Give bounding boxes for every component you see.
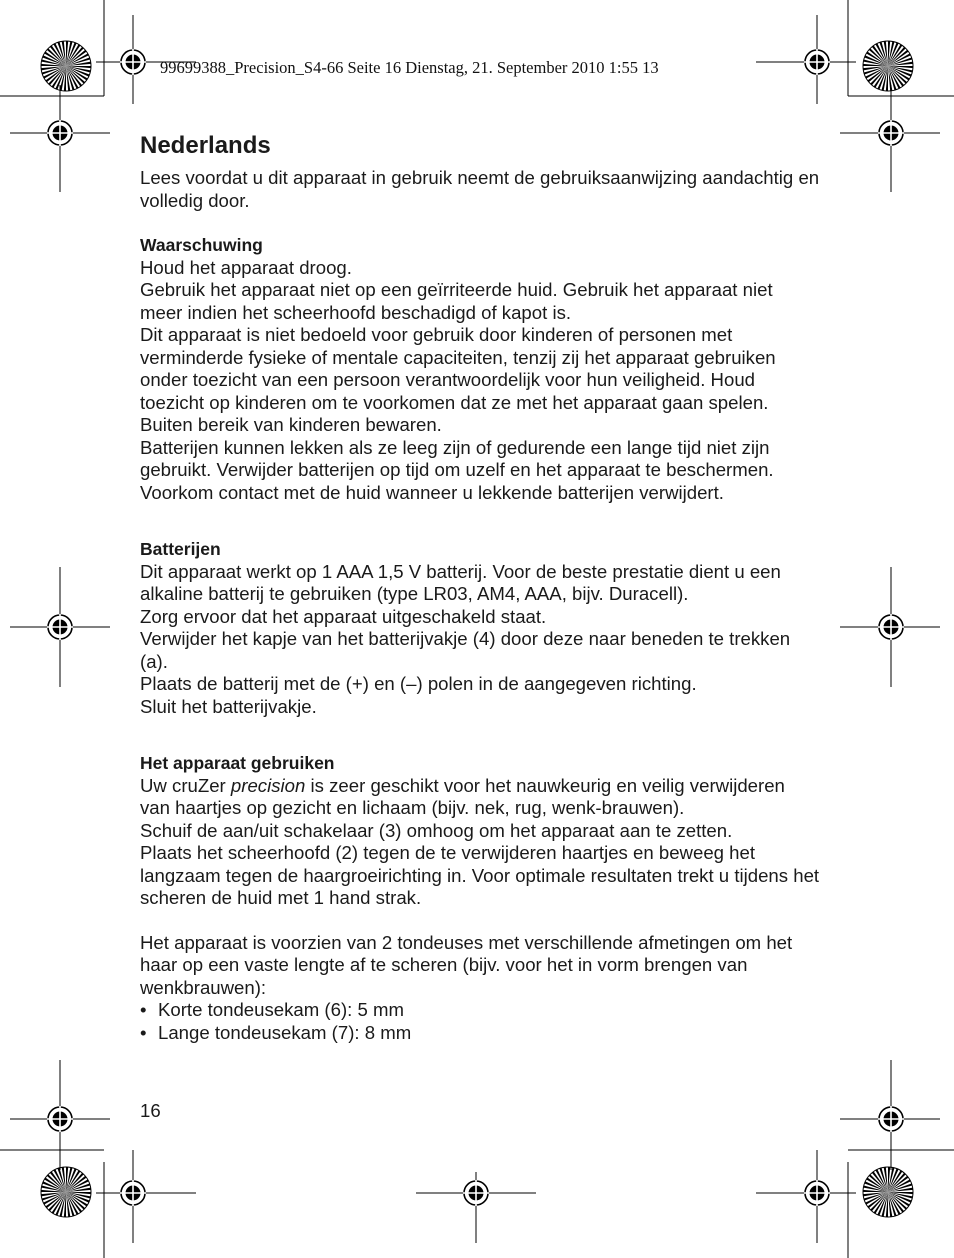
warning-paragraph: Houd het apparaat droog. <box>140 256 352 278</box>
list-item <box>140 999 820 1022</box>
intro-text: Lees voordat u dit apparaat in gebruik neemt de gebruiksaanwijzing aandachtig en volledig door. <box>140 167 820 211</box>
usage-text: is zeer geschikt voor het nauwkeurig en veilig verwijderen van haartjes op gezicht en lichaam (bijv. nek, rug, wenk-brauwen). <box>140 774 785 818</box>
list-item-text: Lange tondeusekam (7): 8 mm <box>158 1021 412 1043</box>
batteries-paragraph: Zorg ervoor dat het apparaat uitgeschakeld staat. <box>140 605 547 627</box>
page-number: 16 <box>140 1100 161 1121</box>
starburst-mark <box>41 41 91 91</box>
batteries-paragraph: Sluit het batterijvakje. <box>140 695 317 717</box>
product-name-italic: precision <box>230 774 306 796</box>
batteries-paragraph: Dit apparaat werkt op 1 AAA 1,5 V batterij. Voor de beste prestatie dient u een alkaline batterij te gebruiken (type LR03, AM4, AAA, bijv. Duracell). <box>140 560 781 604</box>
usage-section <box>140 752 820 1044</box>
print-header: 99699388_Precision_S4-66 Seite 16 Dienstag, 21. September 2010 1:55 13 <box>160 58 659 77</box>
warning-heading: Waarschuwing <box>140 235 263 255</box>
trimmers-intro: Het apparaat is voorzien van 2 tondeuses met verschillende afmetingen om het haar op een vaste lengte af te scheren (bijv. voor het in vorm brengen van wenkbrauwen): <box>140 931 793 998</box>
list-item-text: Korte tondeusekam (6): 5 mm <box>158 999 404 1020</box>
batteries-paragraph: Verwijder het kapje van het batterijvakje (4) door deze naar beneden te trekken (a). <box>140 628 791 672</box>
warning-section <box>140 234 820 504</box>
document-body <box>140 131 820 1044</box>
usage-heading: Het apparaat gebruiken <box>140 753 335 773</box>
batteries-paragraph: Plaats de batterij met de (+) en (–) polen in de aangegeven richting. <box>140 673 697 694</box>
page-title: Nederlands <box>140 132 271 159</box>
list-item <box>140 1022 820 1045</box>
batteries-heading: Batterijen <box>140 539 221 559</box>
warning-paragraph: Batterijen kunnen lekken als ze leeg zijn of gedurende een lange tijd niet zijn gebruikt. Verwijder batterijen op tijd om uzelf en het apparaat te beschermen. Voorkom contact met de huid wanneer u lekkende batterijen verwijdert. <box>140 436 774 503</box>
warning-paragraph: Gebruik het apparaat niet op een geïrriteerde huid. Gebruik het apparaat niet meer indien het scheerhoofd beschadigd of kapot is. <box>140 279 773 323</box>
starburst-mark <box>863 1167 913 1217</box>
batteries-section <box>140 538 820 718</box>
usage-paragraph: Schuif de aan/uit schakelaar (3) omhoog om het apparaat aan te zetten. <box>140 819 733 841</box>
usage-paragraph <box>140 775 820 820</box>
starburst-mark <box>863 41 913 91</box>
bullet-icon: • <box>140 999 147 1020</box>
warning-paragraph: Dit apparaat is niet bedoeld voor gebruik door kinderen of personen met verminderde fysieke of mentale capaciteiten, tenzij zij het apparaat gebruiken onder toezicht van een persoon verantwoordelijk voor hun veiligheid. Houd toezicht op kinderen om te voorkomen dat ze met het apparaat gaan spelen. Buiten bereik van kinderen bewaren. <box>140 324 776 435</box>
bullet-icon: • <box>140 1021 147 1043</box>
starburst-mark <box>41 1167 91 1217</box>
usage-paragraph: Plaats het scheerhoofd (2) tegen de te verwijderen haartjes en beweeg het langzaam tegen de haargroeirichting in. Voor optimale resultaten trekt u tijdens het scheren de huid met 1 hand strak. <box>140 842 820 908</box>
usage-text: Uw cruZer <box>140 774 231 796</box>
